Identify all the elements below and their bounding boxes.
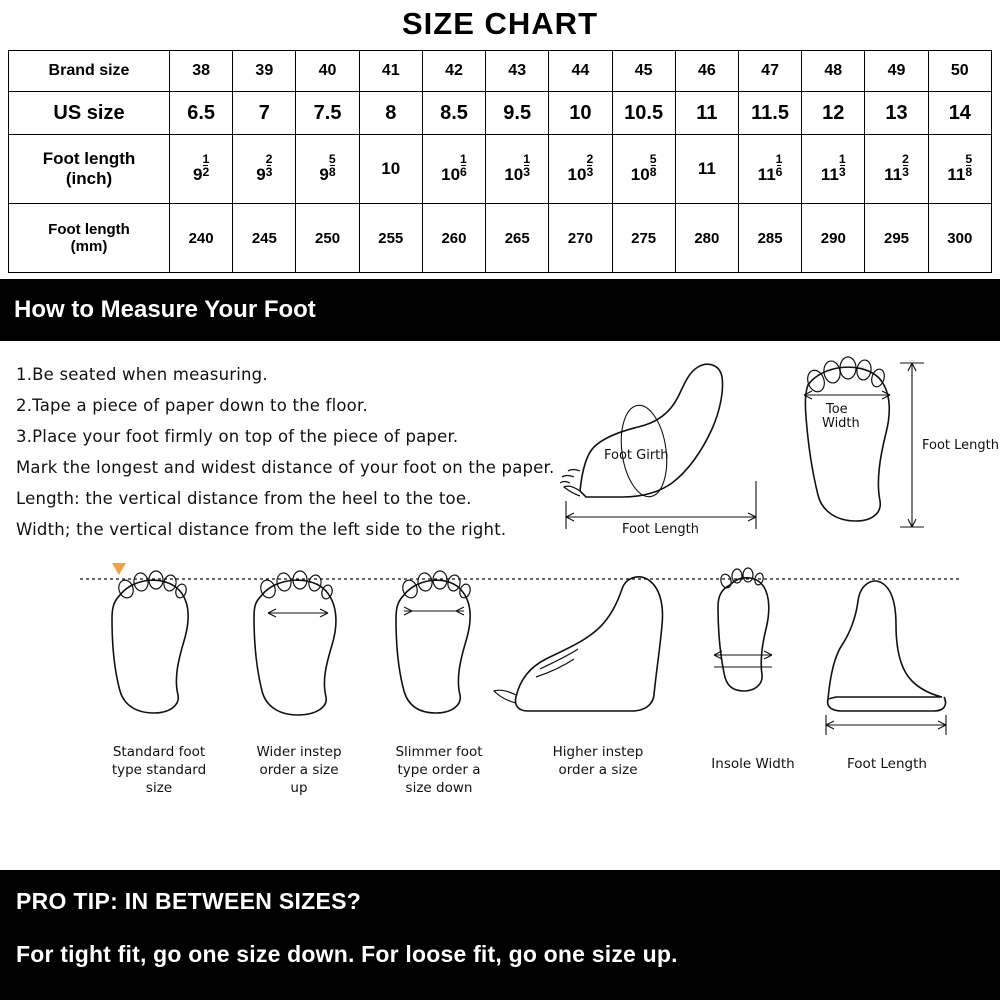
instructions-section (0, 341, 1000, 551)
cell-inch-2: 9 $\frac{5}{8}$ (296, 135, 359, 204)
pro-tip-text: For tight fit, go one size down. For loose fit, go one size up. (16, 941, 678, 967)
label-foot-length-top: Foot Length (922, 438, 999, 453)
cell-inch-5: 10 $\frac{1}{3}$ (486, 135, 549, 204)
cell-brand-41: 41 (359, 51, 422, 92)
foot-measure-diagram-svg (560, 351, 1000, 551)
caption-standard-foot (84, 743, 234, 797)
measure-note-width: Width; the vertical distance from the left side to the right. (16, 520, 507, 539)
cell-us-9: 11.5 (738, 92, 801, 135)
cell-mm-9: 285 (738, 204, 801, 273)
cell-brand-43: 43 (486, 51, 549, 92)
foot-type-comparison (0, 555, 1000, 825)
caption-line: type standard (111, 762, 207, 778)
cell-mm-10: 290 (802, 204, 865, 273)
caption-wider-instep (224, 743, 374, 797)
cell-mm-8: 280 (675, 204, 738, 273)
cell-brand-44: 44 (549, 51, 612, 92)
cell-us-6: 10 (549, 92, 612, 135)
caption-line: Wider instep (256, 744, 342, 760)
cell-inch-7: 10 $\frac{5}{8}$ (612, 135, 675, 204)
row-header-brand-size: Brand size (9, 51, 170, 92)
caption-foot-length (812, 755, 962, 773)
cell-brand-39: 39 (233, 51, 296, 92)
pro-tip-heading: PRO TIP: IN BETWEEN SIZES? (16, 888, 362, 914)
cell-brand-48: 48 (802, 51, 865, 92)
cell-us-1: 7 (233, 92, 296, 135)
cell-us-0: 6.5 (170, 92, 233, 135)
cell-inch-1: 9 $\frac{2}{3}$ (233, 135, 296, 204)
cell-mm-5: 265 (486, 204, 549, 273)
cell-inch-12: 11 $\frac{5}{8}$ (928, 135, 991, 204)
how-to-measure-heading-bar (0, 279, 1000, 341)
cell-inch-9: 11 $\frac{1}{6}$ (738, 135, 801, 204)
table-row (9, 51, 992, 92)
row-header-line1: Foot length (42, 149, 136, 169)
foot-standard (112, 571, 188, 713)
cell-brand-38: 38 (170, 51, 233, 92)
foot-wider-instep (254, 571, 336, 715)
caption-line: order a size (558, 762, 638, 778)
cell-mm-12: 300 (928, 204, 991, 273)
cell-brand-45: 45 (612, 51, 675, 92)
cell-us-7: 10.5 (612, 92, 675, 135)
cell-inch-3: 10 (359, 135, 422, 204)
table-row (9, 204, 992, 273)
cell-brand-40: 40 (296, 51, 359, 92)
caption-line: Higher instep (552, 744, 644, 760)
cell-brand-46: 46 (675, 51, 738, 92)
cell-brand-49: 49 (865, 51, 928, 92)
label-toe-width-line1: Toe (826, 402, 848, 417)
measure-step-3: 3.Place your foot firmly on top of the piece of paper. (16, 427, 459, 446)
measure-step-1: 1.Be seated when measuring. (16, 365, 268, 384)
caption-line: Insole Width (711, 756, 795, 772)
row-header-line1: Foot length (48, 220, 130, 238)
cell-mm-2: 250 (296, 204, 359, 273)
caption-line: Slimmer foot (395, 744, 483, 760)
foot-length-illustration (826, 581, 946, 735)
measure-steps-list (0, 351, 560, 551)
measure-diagrams (560, 351, 1000, 551)
row-header-line2: (mm) (70, 238, 108, 255)
cell-inch-8: 11 (675, 135, 738, 204)
foot-higher-instep (494, 577, 663, 711)
table-row (9, 135, 992, 204)
cell-mm-7: 275 (612, 204, 675, 273)
cell-mm-0: 240 (170, 204, 233, 273)
size-chart-table (8, 50, 992, 273)
foot-slimmer (396, 571, 472, 713)
caption-line: size down (405, 780, 473, 796)
reference-marker (112, 563, 126, 575)
caption-line: order a size (259, 762, 339, 778)
table-row (9, 92, 992, 135)
cell-us-8: 11 (675, 92, 738, 135)
cell-mm-11: 295 (865, 204, 928, 273)
cell-brand-47: 47 (738, 51, 801, 92)
top-foot-illustration (805, 357, 889, 521)
cell-mm-6: 270 (549, 204, 612, 273)
cell-inch-0: 9 $\frac{1}{2}$ (170, 135, 233, 204)
caption-line: Standard foot (112, 744, 206, 760)
caption-line: size (145, 780, 173, 796)
foot-type-illustrations-svg (0, 549, 1000, 759)
measure-step-2: 2.Tape a piece of paper down to the floor. (16, 396, 368, 415)
cell-mm-1: 245 (233, 204, 296, 273)
cell-mm-3: 255 (359, 204, 422, 273)
cell-brand-50: 50 (928, 51, 991, 92)
side-foot-illustration (560, 364, 723, 497)
page-title: SIZE CHART (402, 6, 598, 41)
label-foot-girth: Foot Girth (604, 448, 669, 463)
caption-higher-instep (518, 743, 678, 779)
caption-slimmer-foot (364, 743, 514, 797)
cell-us-10: 12 (802, 92, 865, 135)
row-header-foot-length-mm (9, 204, 170, 273)
cell-inch-11: 11 $\frac{2}{3}$ (865, 135, 928, 204)
cell-us-4: 8.5 (422, 92, 485, 135)
cell-us-3: 8 (359, 92, 422, 135)
caption-line: type order a (397, 762, 481, 778)
insole-width-illustration (714, 568, 772, 691)
cell-inch-6: 10 $\frac{2}{3}$ (549, 135, 612, 204)
caption-line: up (290, 780, 308, 796)
label-toe-width-line2: Width (822, 416, 860, 431)
row-header-us-size: US size (9, 92, 170, 135)
row-header-line2: (inch) (65, 169, 113, 188)
cell-us-2: 7.5 (296, 92, 359, 135)
how-to-measure-heading: How to Measure Your Foot (14, 296, 316, 323)
caption-insole-width (678, 755, 828, 773)
measure-note-mark: Mark the longest and widest distance of your foot on the paper. (16, 458, 555, 477)
caption-line: Foot Length (847, 756, 927, 772)
cell-us-12: 14 (928, 92, 991, 135)
label-foot-length-side: Foot Length (622, 522, 699, 537)
cell-inch-10: 11 $\frac{1}{3}$ (802, 135, 865, 204)
cell-mm-4: 260 (422, 204, 485, 273)
cell-brand-42: 42 (422, 51, 485, 92)
row-header-foot-length-inch (9, 135, 170, 204)
cell-us-5: 9.5 (486, 92, 549, 135)
pro-tip-bar (0, 870, 1000, 1000)
cell-us-11: 13 (865, 92, 928, 135)
measure-note-length: Length: the vertical distance from the heel to the toe. (16, 489, 472, 508)
cell-inch-4: 10 $\frac{1}{6}$ (422, 135, 485, 204)
